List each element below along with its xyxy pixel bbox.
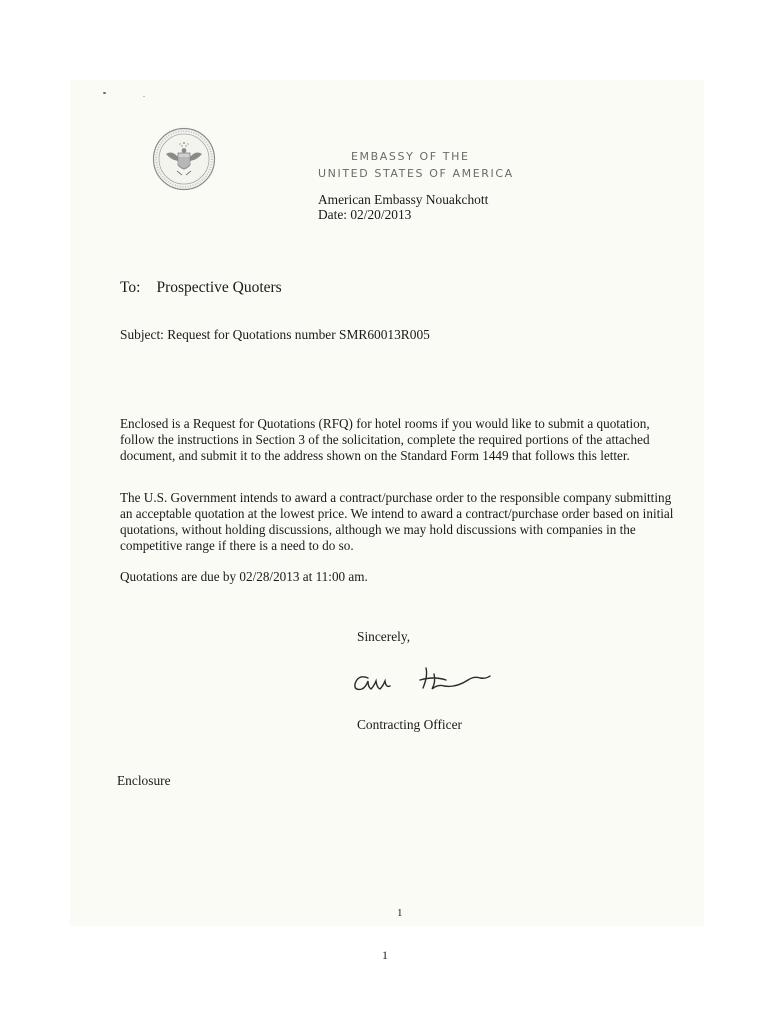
letterhead-line-1: EMBASSY OF THE [351, 150, 470, 163]
enclosure-label: Enclosure [117, 773, 171, 788]
paragraph-line: Enclosed is a Request for Quotations (RFQ) for hotel rooms if you would like to submit a quotation, [120, 416, 650, 431]
to-label: To: [120, 279, 141, 296]
subject-line: Subject: Request for Quotations number SMR60013R005 [120, 327, 430, 342]
paragraph-line: competitive range if there is a need to do so. [120, 538, 354, 553]
signature-image [350, 662, 495, 696]
letterhead-line-2: UNITED STATES OF AMERICA [318, 167, 514, 180]
recipient-line [120, 279, 282, 297]
letter-date: Date: 02/20/2013 [318, 207, 412, 222]
great-seal-icon [152, 127, 216, 191]
page-number: 1 [382, 948, 388, 962]
paragraph-line: follow the instructions in Section 3 of the solicitation, complete the required portions of the attached [120, 432, 650, 447]
paragraph-line: The U.S. Government intends to award a contract/purchase order to the responsible company submitting [120, 490, 672, 505]
inner-page-number: 1 [397, 907, 403, 919]
scan-speck [103, 92, 106, 94]
paragraph-1 [120, 416, 650, 464]
to-value: Prospective Quoters [156, 279, 282, 296]
sender-name: American Embassy Nouakchott [318, 192, 489, 207]
paragraph-line: an acceptable quotation at the lowest price. We intend to award a contract/purchase order based on initial [120, 506, 674, 521]
paragraph-3: Quotations are due by 02/28/2013 at 11:00 am. [120, 569, 368, 584]
paragraph-line: document, and submit it to the address shown on the Standard Form 1449 that follows this letter. [120, 448, 630, 463]
salutation: Sincerely, [357, 629, 411, 644]
paragraph-line: quotations, without holding discussions, although we may hold discussions with companies in the [120, 522, 636, 537]
paragraph-2 [120, 490, 673, 554]
scan-speck [143, 96, 145, 97]
signer-title: Contracting Officer [357, 717, 462, 732]
